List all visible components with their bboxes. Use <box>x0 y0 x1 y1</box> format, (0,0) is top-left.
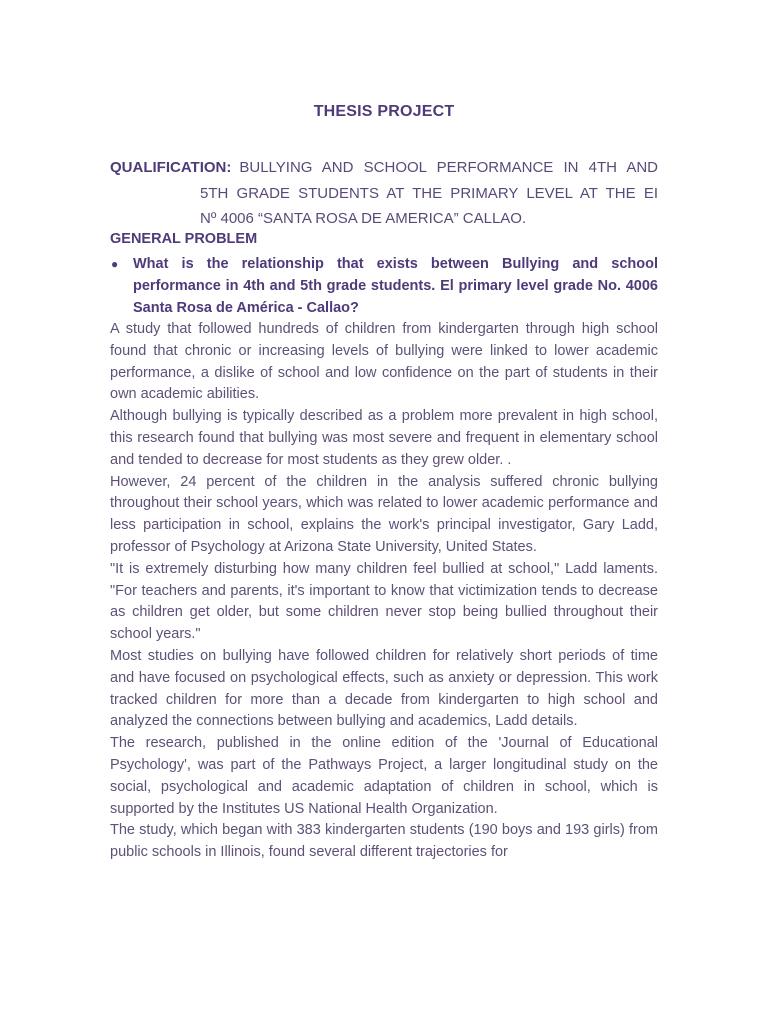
paragraph: However, 24 percent of the children in the analysis suffered chronic bullying throughout their school years, which was related to lower academic performance and less participation in school, explains the work's principal investigator, Gary Ladd, professor of Psychology at Arizona State University, United States. <box>110 473 658 555</box>
general-problem-question: What is the relationship that exists between Bullying and school performance in 4th and 5th grade students. El primary level grade No. 4006 Santa Rosa de América - Callao? <box>133 256 658 316</box>
qualification-line-2: 5TH GRADE STUDENTS AT THE PRIMARY LEVEL AT THE EI <box>200 184 658 202</box>
paragraph: "It is extremely disturbing how many children feel bullied at school," Ladd laments. "For teachers and parents, it's important to know that victimization tends to decrease as children get older, but some children never stop being bullied throughout their school years." <box>110 560 658 643</box>
paragraph: The research, published in the online edition of the 'Journal of Educational Psychology', was part of the Pathways Project, a larger longitudinal study on the social, psychological and academic adaptation of children in school, which is supported by the Institutes US National Health Organization. <box>110 735 658 817</box>
document-title: THESIS PROJECT <box>313 103 455 120</box>
paragraph: Most studies on bullying have followed children for relatively short periods of time and have focused on psychological effects, such as anxiety or depression. This work tracked children for more than a decade from kindergarten to high school and analyzed the connections between bullying and academics, Ladd details. <box>110 647 658 730</box>
general-problem-heading: GENERAL PROBLEM <box>110 231 258 247</box>
qualification-row <box>110 155 658 181</box>
qualification-line-1: BULLYING AND SCHOOL PERFORMANCE IN 4TH AND <box>239 159 658 176</box>
qualification-line-3: Nº 4006 “SANTA ROSA DE AMERICA” CALLAO. <box>200 210 527 227</box>
bullet-icon: ● <box>111 257 119 271</box>
qualification-label: QUALIFICATION: <box>110 159 232 176</box>
body-text <box>110 319 658 864</box>
general-problem-bullet <box>110 254 658 319</box>
paragraph: Although bullying is typically described as a problem more prevalent in high school, this research found that bullying was most severe and frequent in elementary school and tended to decrease for most students as they grew older. . <box>110 408 658 468</box>
qualification-block <box>110 155 658 232</box>
paragraph: A study that followed hundreds of children from kindergarten through high school found that chronic or increasing levels of bullying were linked to lower academic performance, a dislike of school and low confidence on the part of students in their own academic abilities. <box>110 321 658 403</box>
paragraph: The study, which began with 383 kindergarten students (190 boys and 193 girls) from public schools in Illinois, found several different trajectories for <box>110 822 658 861</box>
